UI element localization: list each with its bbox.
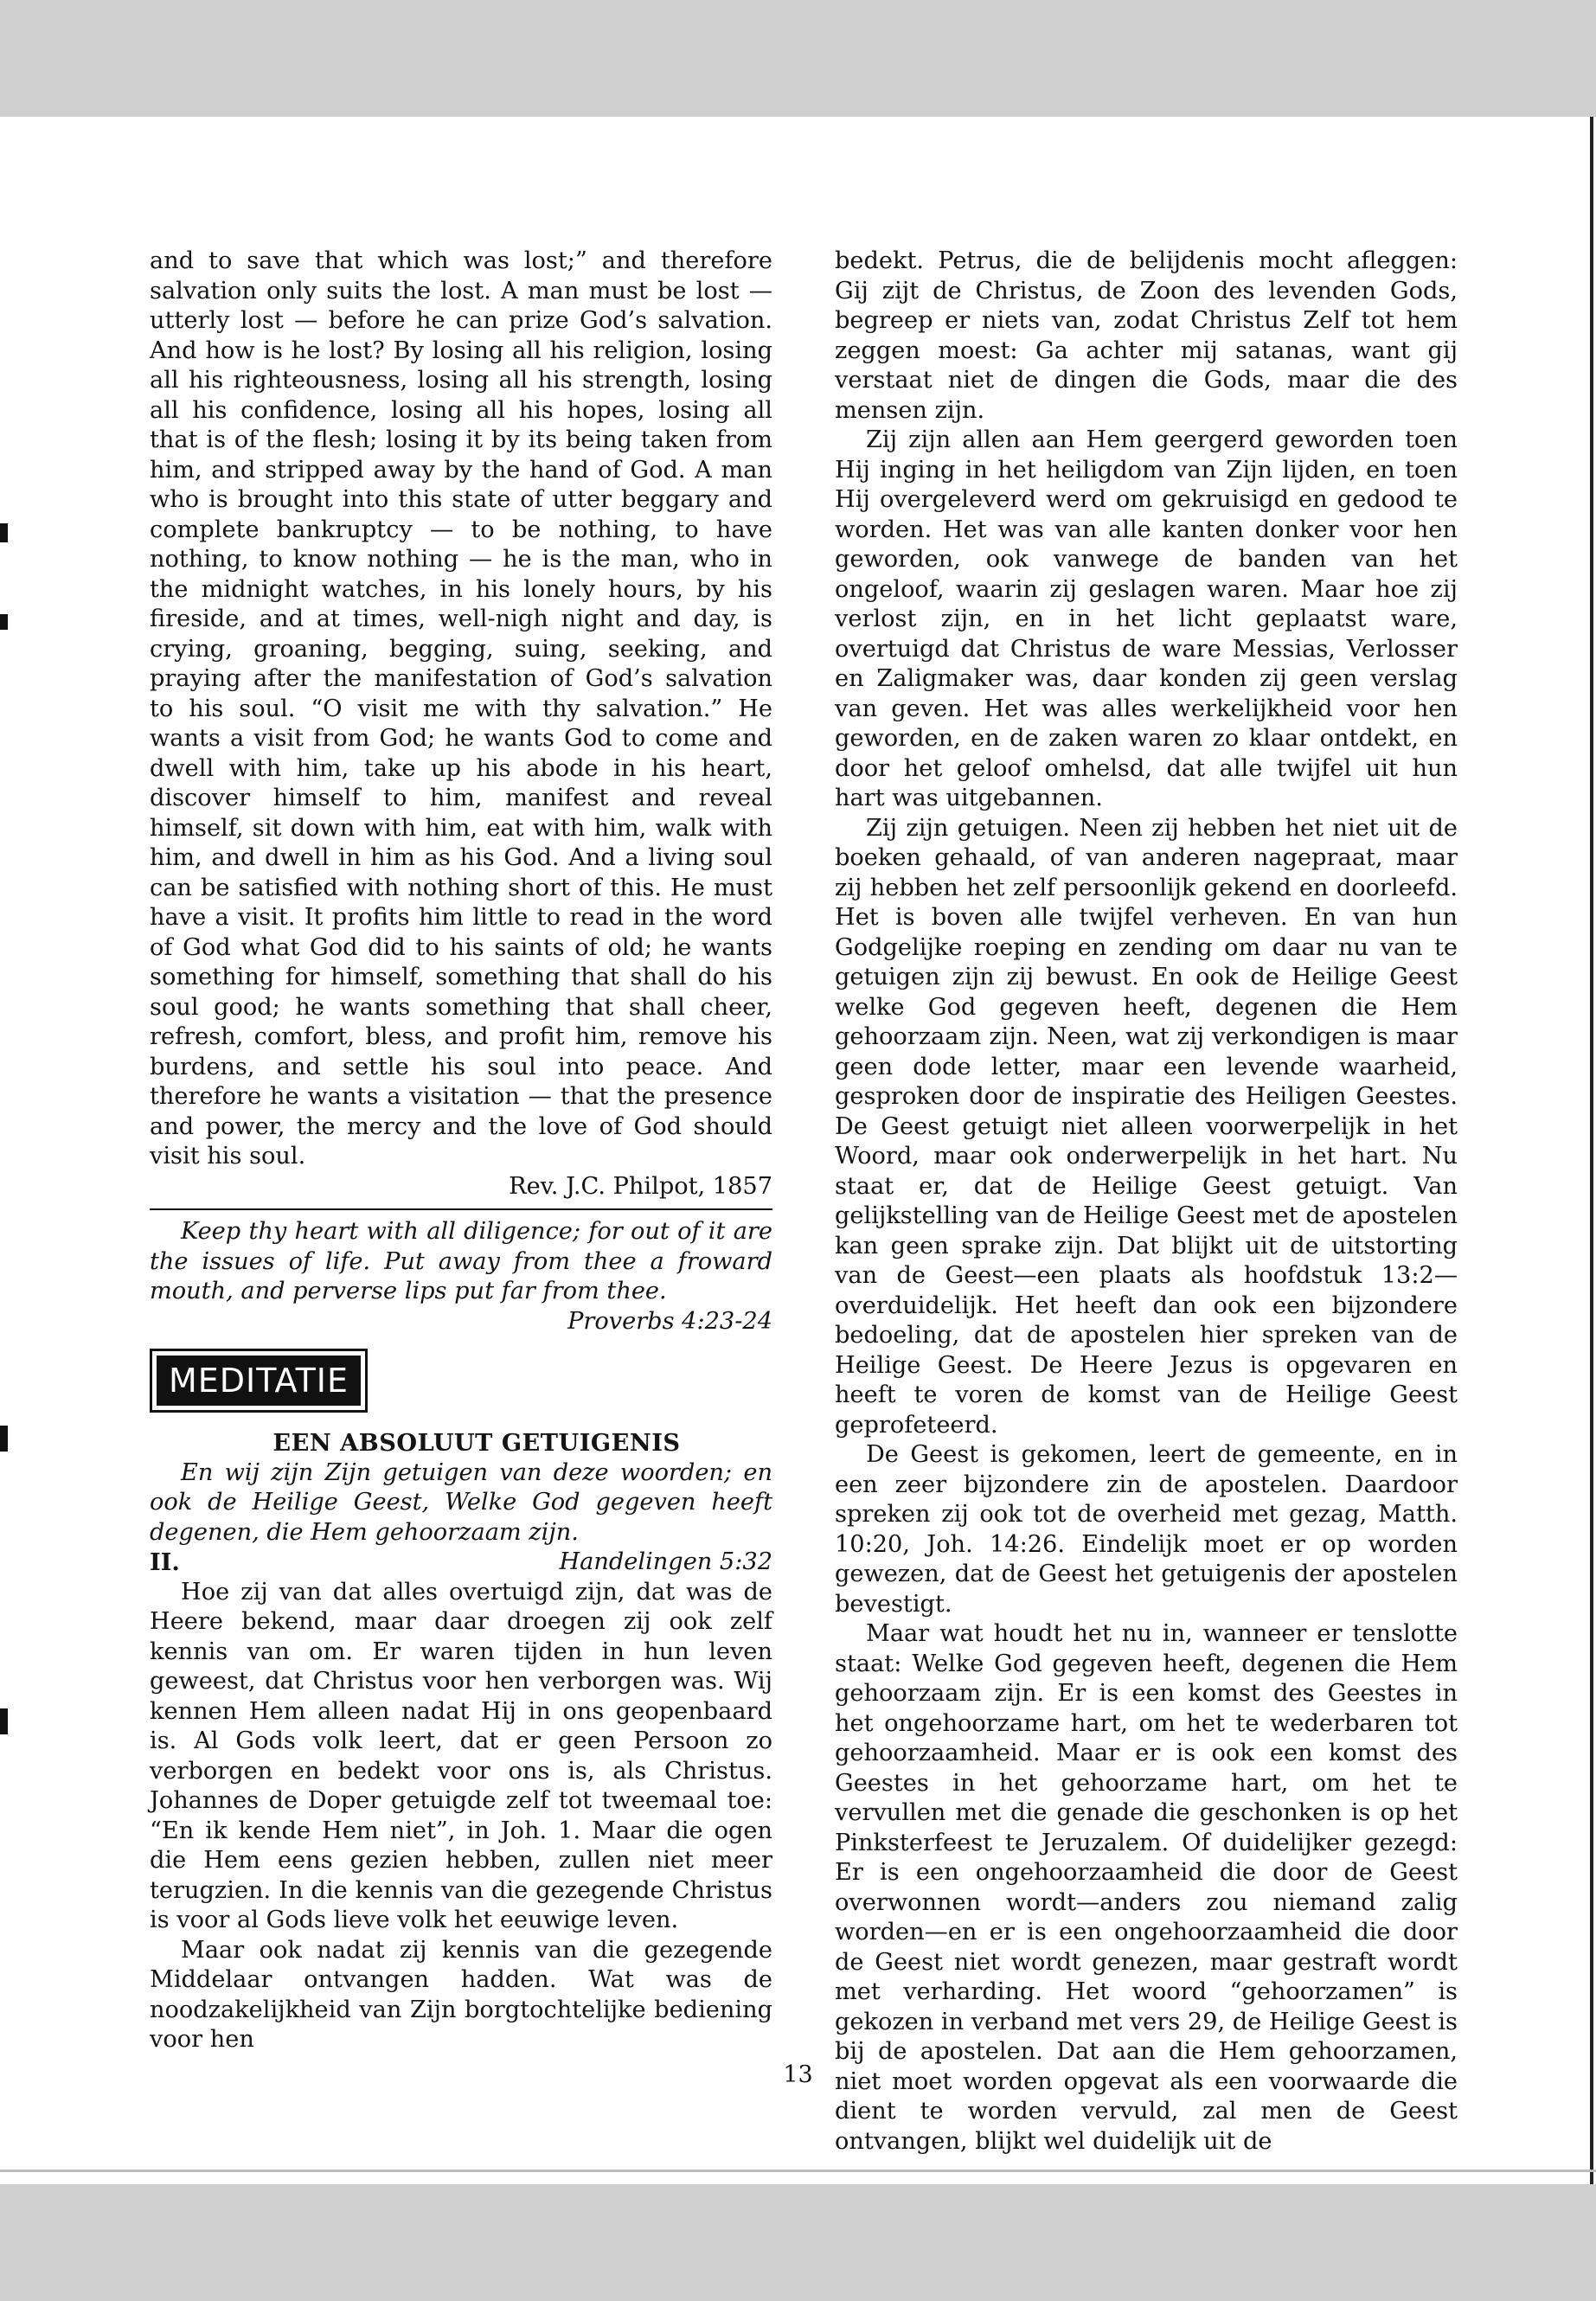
section-banner <box>150 1349 772 1413</box>
banner-frame <box>150 1349 368 1413</box>
scan-margin-top <box>0 0 1596 117</box>
scan-margin-bottom <box>0 2184 1596 2301</box>
essay-signature: Rev. J.C. Philpot, 1857 <box>509 1172 772 1200</box>
left-column <box>150 247 772 2055</box>
scripture-quote-reference: Proverbs 4:23-24 <box>567 1307 772 1335</box>
article-title: EEN ABSOLUUT GETUIGENIS <box>272 1429 681 1457</box>
scan-mark <box>0 614 8 630</box>
article-epigraph: En wij zijn Zijn getuigen van deze woorden; en ook de Heilige Geest, Welke God gegeven heeft degenen, die Hem gehoorzaam zijn. <box>150 1458 772 1546</box>
page-edge-right <box>1590 117 1593 2184</box>
part-label: II. <box>150 1548 180 1576</box>
section-divider <box>150 1208 772 1210</box>
article-paragraph: Zij zijn allen aan Hem geergerd geworden toen Hij inging in het heiligdom van Zijn lijden, en toen Hij overgeleverd werd om gekruisigd en gedood te worden. Het was van alle kanten donker voor hen geworden, ook vanwege de banden van het ongeloof, waarin zij geslagen waren. Maar hoe zij verlost zijn, en in het licht geplaatst ware, overtuigd dat Christus de ware Messias, Verlosser en Zaligmaker was, daar konden zij geen verslag van geven. Het was alles werkelijkheid voor hen geworden, en de zaken waren zo klaar ontdekt, en door het geloof omhelsd, dat alle twijfel uit hun hart was uitgebannen. <box>835 426 1458 811</box>
article-paragraph: Maar ook nadat zij kennis van die gezegende Middelaar ontvangen hadden. Wat was de noodzakelijkheid van Zijn borgtochtelijke bediening voor hen <box>150 1936 772 2053</box>
scripture-quote: Keep thy heart with all diligence; for out of it are the issues of life. Put away from thee a froward mouth, and perverse lips put far from thee. <box>150 1218 772 1304</box>
epigraph-reference: Handelingen 5:32 <box>559 1548 772 1575</box>
banner-label: MEDITATIE <box>157 1356 361 1406</box>
scan-mark <box>0 523 8 542</box>
essay-paragraph: and to save that which was lost;” and therefore salvation only suits the lost. A man must be lost — utterly lost — before he can prize God’s salvation. And how is he lost? By losing all his religion, losing all his righteousness, losing all his strength, losing all his confidence, losing all his hopes, losing all that is of the flesh; losing it by its being taken from him, and stripped away by the hand of God. A man who is brought into this state of utter beggary and complete bankruptcy — to be nothing, to have nothing, to know nothing — he is the man, who in the midnight watches, in his lonely hours, by his fireside, and at times, well-nigh night and day, is crying, groaning, begging, suing, seeking, and praying after the manifestation of God’s salvation to his soul. “O visit me with thy salvation.” He wants a visit from God; he wants God to come and dwell with him, take up his abode in his heart, discover himself to him, manifest and reveal himself, sit down with him, eat with him, walk with him, and dwell in him as his God. And a living soul can be satisfied with nothing short of this. He must have a visit. It profits him little to read in the word of God what God did to his saints of old; he wants something for himself, something that shall do his soul good; he wants something that shall cheer, refresh, comfort, bless, and profit him, remove his burdens, and settle his soul into peace. And therefore he wants a visitation — that the presence and power, the mercy and the love of God should visit his soul. <box>150 247 772 1170</box>
right-column <box>835 247 1458 2157</box>
scan-line <box>0 2170 1596 2172</box>
article-paragraph: De Geest is gekomen, leert de gemeente, en in een zeer bijzondere zin de apostelen. Daardoor spreken zij ook tot de overheid met gezag, Matth. 10:20, Joh. 14:26. Eindelijk moet er op worden gewezen, dat de Geest het getuigenis der apostelen bevestigt. <box>835 1441 1458 1618</box>
article-paragraph: Maar wat houdt het nu in, wanneer er tenslotte staat: Welke God gegeven heeft, degenen die Hem gehoorzaam zijn. Er is een komst des Geestes in het ongehoorzame hart, om het te wederbaren tot gehoorzaamheid. Maar er is ook een komst des Geestes in het gehoorzame hart, om het te vervullen met die genade die geschonken is op het Pinksterfeest te Jeruzalem. Of duidelijker gezegd: Er is een ongehoorzaamheid die door de Geest overwonnen wordt—anders zou niemand zalig worden—en er is een ongehoorzaamheid die door de Geest niet wordt genezen, maar gestraft wordt met verharding. Het woord “gehoorzamen” is gekozen in verband met vers 29, de Heilige Geest is bij de apostelen. Dat aan die Hem gehoorzamen, niet moet worden opgevat als een voorwaarde die dient te worden vervuld, zal men de Geest ontvangen, blijkt wel duidelijk uit de <box>835 1620 1458 2155</box>
article-paragraph: Zij zijn getuigen. Neen zij hebben het niet uit de boeken gehaald, of van anderen nagepraat, maar zij hebben het zelf persoonlijk gekend en doorleefd. Het is boven alle twijfel verheven. En van hun Godgelijke roeping en zending om daar nu van te getuigen zijn zij bewust. En ook de Heilige Geest welke God gegeven heeft, degenen die Hem gehoorzaam zijn. Neen, wat zij verkondigen is maar geen dode letter, maar een levende waarheid, gesproken door de inspiratie des Heiligen Geestes. De Geest getuigt niet alleen voorwerpelijk in het Woord, maar ook onderwerpelijk in het hart. Nu staat er, dat de Heilige Geest getuigt. Van gelijkstelling van de Heilige Geest met de apostelen kan geen sprake zijn. Dat blijkt uit de uitstorting van de Geest—een plaats als hoofdstuk 13:2—overduidelijk. Het heeft dan ook een bijzondere bedoeling, dat de apostelen hier spreken van de Heilige Geest. De Heere Jezus is opgevaren en heeft te voren de komst van de Heilige Geest geprofeteerd. <box>835 814 1458 1439</box>
scan-mark <box>0 1708 8 1734</box>
page-number: 13 <box>783 2061 813 2088</box>
epigraph-footer <box>150 1548 772 1578</box>
scan-mark <box>0 1426 8 1452</box>
article-paragraph: Hoe zij van dat alles overtuigd zijn, dat was de Heere bekend, maar daar droegen zij ook zelf kennis van om. Er waren tijden in hun leven geweest, dat Christus voor hen verborgen was. Wij kennen Hem alleen nadat Hij in ons geopenbaard is. Al Gods volk leert, dat er geen Persoon zo verborgen en bedekt voor ons is, als Christus. Johannes de Doper getuigde zelf tot tweemaal toe: “En ik kende Hem niet”, in Joh. 1. Maar die ogen die Hem eens gezien hebben, zullen niet meer terugzien. In die kennis van die gezegende Christus is voor al Gods lieve volk het eeuwige leven. <box>150 1578 772 1933</box>
article-paragraph: bedekt. Petrus, die de belijdenis mocht afleggen: Gij zijt de Christus, de Zoon des levenden Gods, begreep er niets van, zodat Christus Zelf tot hem zeggen moest: Ga achter mij satanas, want gij verstaat niet de dingen die Gods, maar die des mensen zijn. <box>835 247 1458 424</box>
